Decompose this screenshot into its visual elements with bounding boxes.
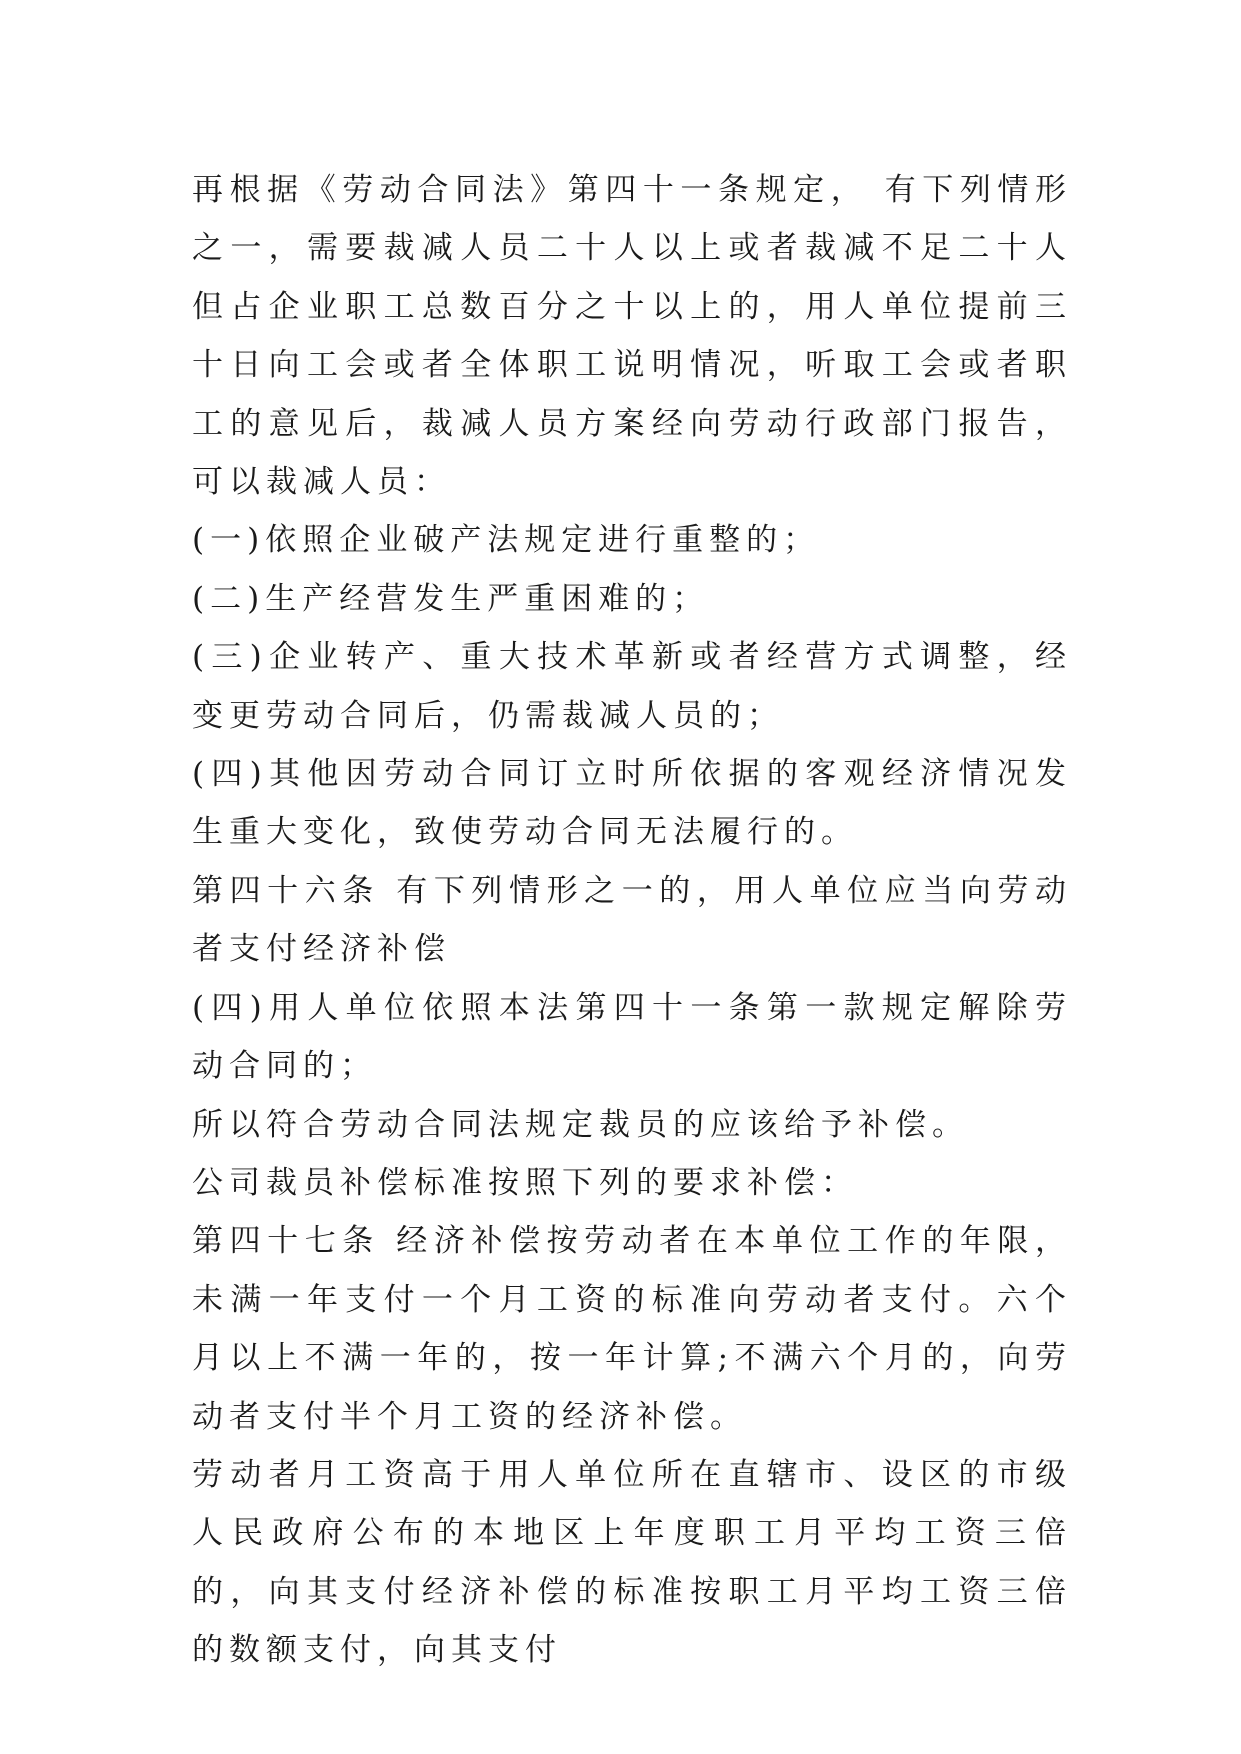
paragraph-item-4: (四)其他因劳动合同订立时所依据的客观经济情况发生重大变化，致使劳动合同无法履行的。 [192,756,1072,851]
document-body [192,161,1072,1680]
paragraph-article-46: 第四十六条 有下列情形之一的，用人单位应当向劳动者支付经济补偿 [192,872,1072,968]
paragraph-article-47: 第四十七条 经济补偿按劳动者在本单位工作的年限，未满一年支付一个月工资的标准向劳动者支付。六个月以上不满一年的，按一年计算;不满六个月的，向劳动者支付半个月工资的经济补偿。 [192,1223,1072,1435]
paragraph-item-2: (二)生产经营发生严重困难的； [192,580,710,617]
paragraph-item-3: (三)企业转产、重大技术革新或者经营方式调整，经变更劳动合同后，仍需裁减人员的； [192,639,1072,734]
paragraph-article-46-item-4: (四)用人单位依照本法第四十一条第一款规定解除劳动合同的； [192,989,1072,1085]
paragraph-article-41-intro: 再根据《劳动合同法》第四十一条规定， 有下列情形之一，需要裁减人员二十人以上或者裁减不足二十人但占企业职工总数百分之十以上的，用人单位提前三十日向工会或者全体职工说明情况，听取工会或者职工的意见后，裁减人员方案经向劳动行政部门报告，可以裁减人员： [192,172,1072,501]
paragraph-conclusion: 所以符合劳动合同法规定裁员的应该给予补偿。 [192,1106,969,1143]
paragraph-item-1: (一)依照企业破产法规定进行重整的； [192,522,821,559]
paragraph-wage-cap: 劳动者月工资高于用人单位所在直辖市、设区的市级人民政府公布的本地区上年度职工月平均工资三倍的，向其支付经济补偿的标准按职工月平均工资三倍的数额支付，向其支付 [192,1456,1072,1669]
paragraph-standard-intro: 公司裁员补偿标准按照下列的要求补偿： [192,1164,858,1201]
